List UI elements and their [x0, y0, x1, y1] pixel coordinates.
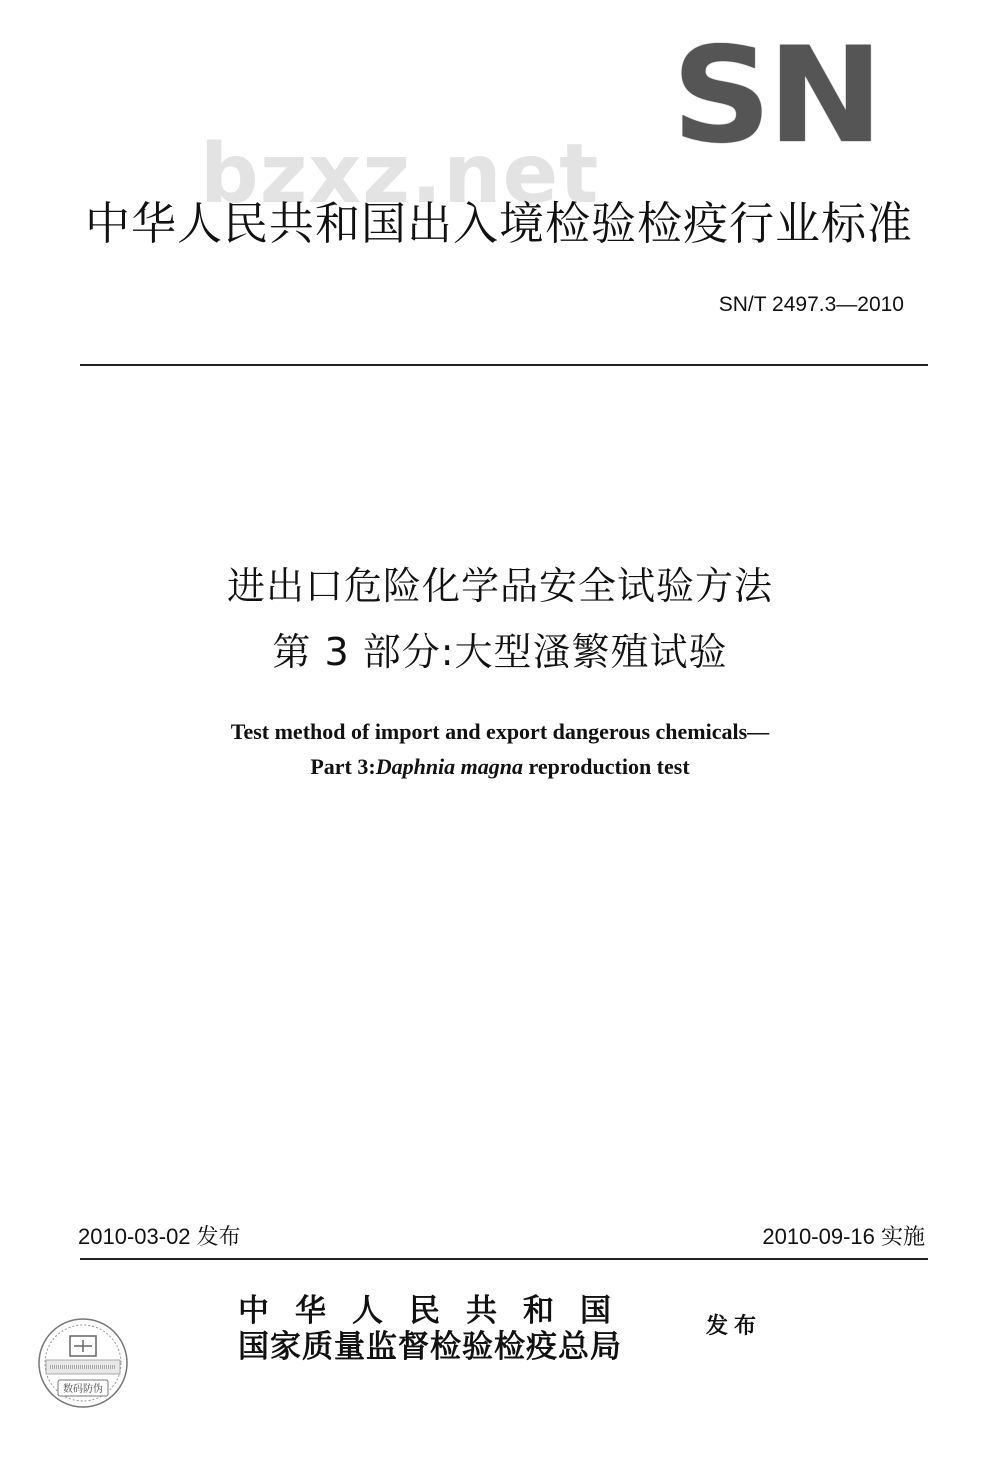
issuer-line1: 中华人民共和国 — [238, 1293, 637, 1329]
title-cn-line2: 第 3 部分:大型溞繁殖试验 — [272, 630, 728, 674]
sn-logo: SN — [663, 40, 889, 152]
industry-title: 中华人民共和国出入境检验检疫行业标准 — [85, 197, 914, 250]
title-en-species: Daphnia magna — [375, 754, 524, 779]
seal-graphic — [36, 1316, 130, 1410]
anti-counterfeit-seal-icon — [36, 1316, 130, 1410]
title-en-part-suffix: reproduction test — [523, 754, 690, 779]
standard-number: SN/T 2497.3—2010 — [718, 293, 904, 316]
issue-date: 2010-03-02 发布 — [78, 1224, 241, 1249]
bottom-divider — [80, 1258, 928, 1260]
watermark: bzxz.net — [200, 127, 600, 222]
title-en-line1: Test method of import and export dangerous chemicals— — [230, 719, 770, 744]
title-cn-line1: 进出口危险化学品安全试验方法 — [226, 564, 773, 608]
publish-label: 发布 — [706, 1313, 763, 1339]
title-en-line2 — [0, 751, 1000, 783]
seal-text: 数码防伪 — [63, 1384, 103, 1395]
title-en-part-prefix: Part 3: — [310, 754, 376, 779]
implementation-date: 2010-09-16 实施 — [762, 1224, 925, 1249]
issuer-line2: 国家质量监督检验检疫总局 — [238, 1329, 622, 1365]
top-divider — [80, 364, 928, 366]
